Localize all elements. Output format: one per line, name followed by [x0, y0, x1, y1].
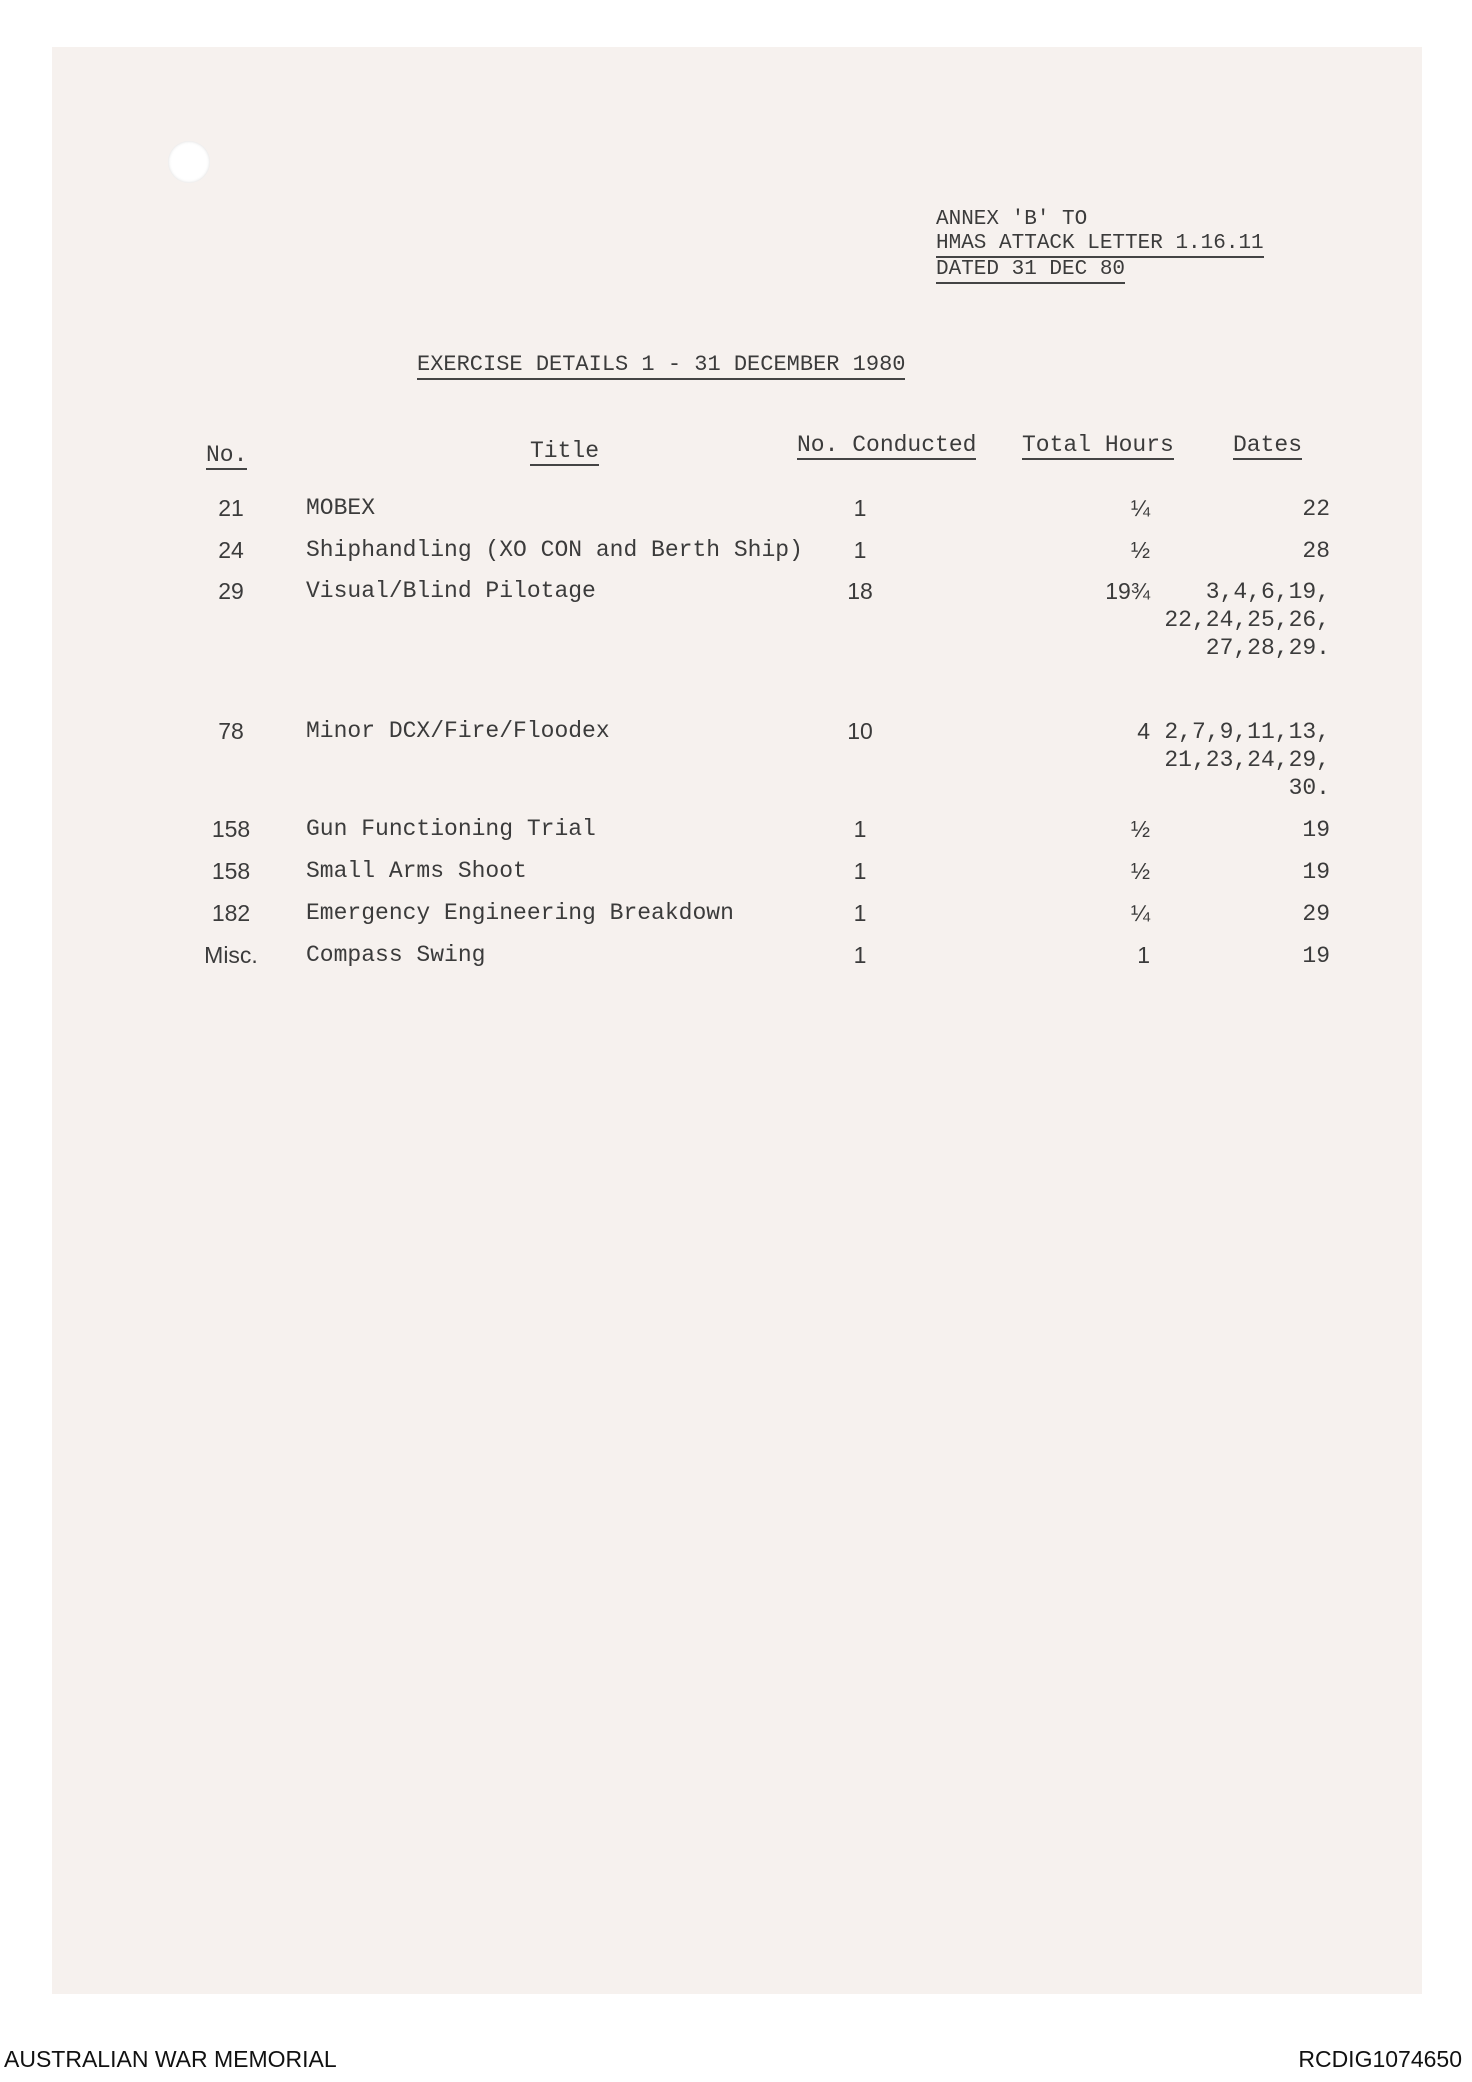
exercise-dates: 22	[1302, 496, 1330, 522]
column-header-title: Title	[530, 438, 600, 464]
exercise-dates: 19	[1302, 817, 1330, 843]
exercise-conducted: 1	[853, 495, 867, 521]
exercise-hours: ½	[1130, 816, 1150, 842]
exercise-title: Shiphandling (XO CON and Berth Ship)	[306, 537, 803, 563]
table-row	[0, 718, 1472, 801]
column-header-conducted: No. Conducted	[797, 432, 977, 458]
exercise-conducted: 10	[847, 718, 873, 744]
column-header-hours: Total Hours	[1022, 432, 1174, 458]
exercise-title: Minor DCX/Fire/Floodex	[306, 718, 610, 744]
column-header-no: No.	[206, 442, 248, 468]
table-row	[0, 537, 1472, 567]
exercise-number: 158	[211, 816, 251, 842]
exercise-hours: ½	[1130, 537, 1150, 563]
table-row	[0, 816, 1472, 846]
table-row	[0, 858, 1472, 888]
annex-reference	[936, 208, 1264, 284]
exercise-conducted: 1	[853, 858, 867, 884]
exercise-dates: 19	[1302, 859, 1330, 885]
exercise-title: Compass Swing	[306, 942, 486, 968]
column-header-dates: Dates	[1233, 432, 1303, 458]
exercise-conducted: 1	[853, 900, 867, 926]
exercise-dates: 28	[1302, 538, 1330, 564]
punch-hole	[168, 141, 210, 183]
exercise-conducted: 1	[853, 537, 867, 563]
exercise-conducted: 1	[853, 816, 867, 842]
footer-id: RCDIG1074650	[1298, 2046, 1462, 2072]
exercise-dates: 3,4,6,19, 22,24,25,26, 27,28,29.	[1164, 579, 1330, 661]
exercise-dates: 29	[1302, 901, 1330, 927]
exercise-number: 158	[211, 858, 251, 884]
exercise-title: Emergency Engineering Breakdown	[306, 900, 734, 926]
exercise-dates: 2,7,9,11,13, 21,23,24,29, 30.	[1164, 719, 1330, 801]
exercise-conducted: 1	[853, 942, 867, 968]
table-row	[0, 495, 1472, 525]
document-title: EXERCISE DETAILS 1 - 31 DECEMBER 1980	[417, 352, 905, 380]
exercise-title: Small Arms Shoot	[306, 858, 527, 884]
annex-line-1: ANNEX 'B' TO	[936, 208, 1088, 231]
table-row	[0, 942, 1472, 972]
annex-line-2: HMAS ATTACK LETTER 1.16.11	[936, 232, 1264, 258]
annex-line-3: DATED 31 DEC 80	[936, 258, 1125, 284]
exercise-number: 24	[218, 537, 244, 563]
footer-credit: AUSTRALIAN WAR MEMORIAL	[4, 2046, 337, 2072]
exercise-title: Visual/Blind Pilotage	[306, 578, 596, 604]
exercise-number: 78	[218, 718, 244, 744]
exercise-number: 29	[218, 578, 244, 604]
exercise-hours: ½	[1130, 858, 1150, 884]
table-row	[0, 578, 1472, 661]
exercise-hours: ¼	[1130, 900, 1150, 926]
exercise-hours: ¼	[1130, 495, 1150, 521]
exercise-hours: 19¾	[1105, 578, 1150, 604]
exercise-title: Gun Functioning Trial	[306, 816, 596, 842]
exercise-hours: 1	[1137, 942, 1150, 968]
exercise-title: MOBEX	[306, 495, 376, 521]
exercise-hours: 4	[1137, 718, 1150, 744]
exercise-conducted: 18	[847, 578, 873, 604]
exercise-dates: 19	[1302, 943, 1330, 969]
exercise-number: 21	[218, 495, 244, 521]
exercise-number: 182	[211, 900, 251, 926]
table-row	[0, 900, 1472, 930]
exercise-number: Misc.	[204, 942, 258, 968]
document-page	[52, 47, 1422, 1994]
